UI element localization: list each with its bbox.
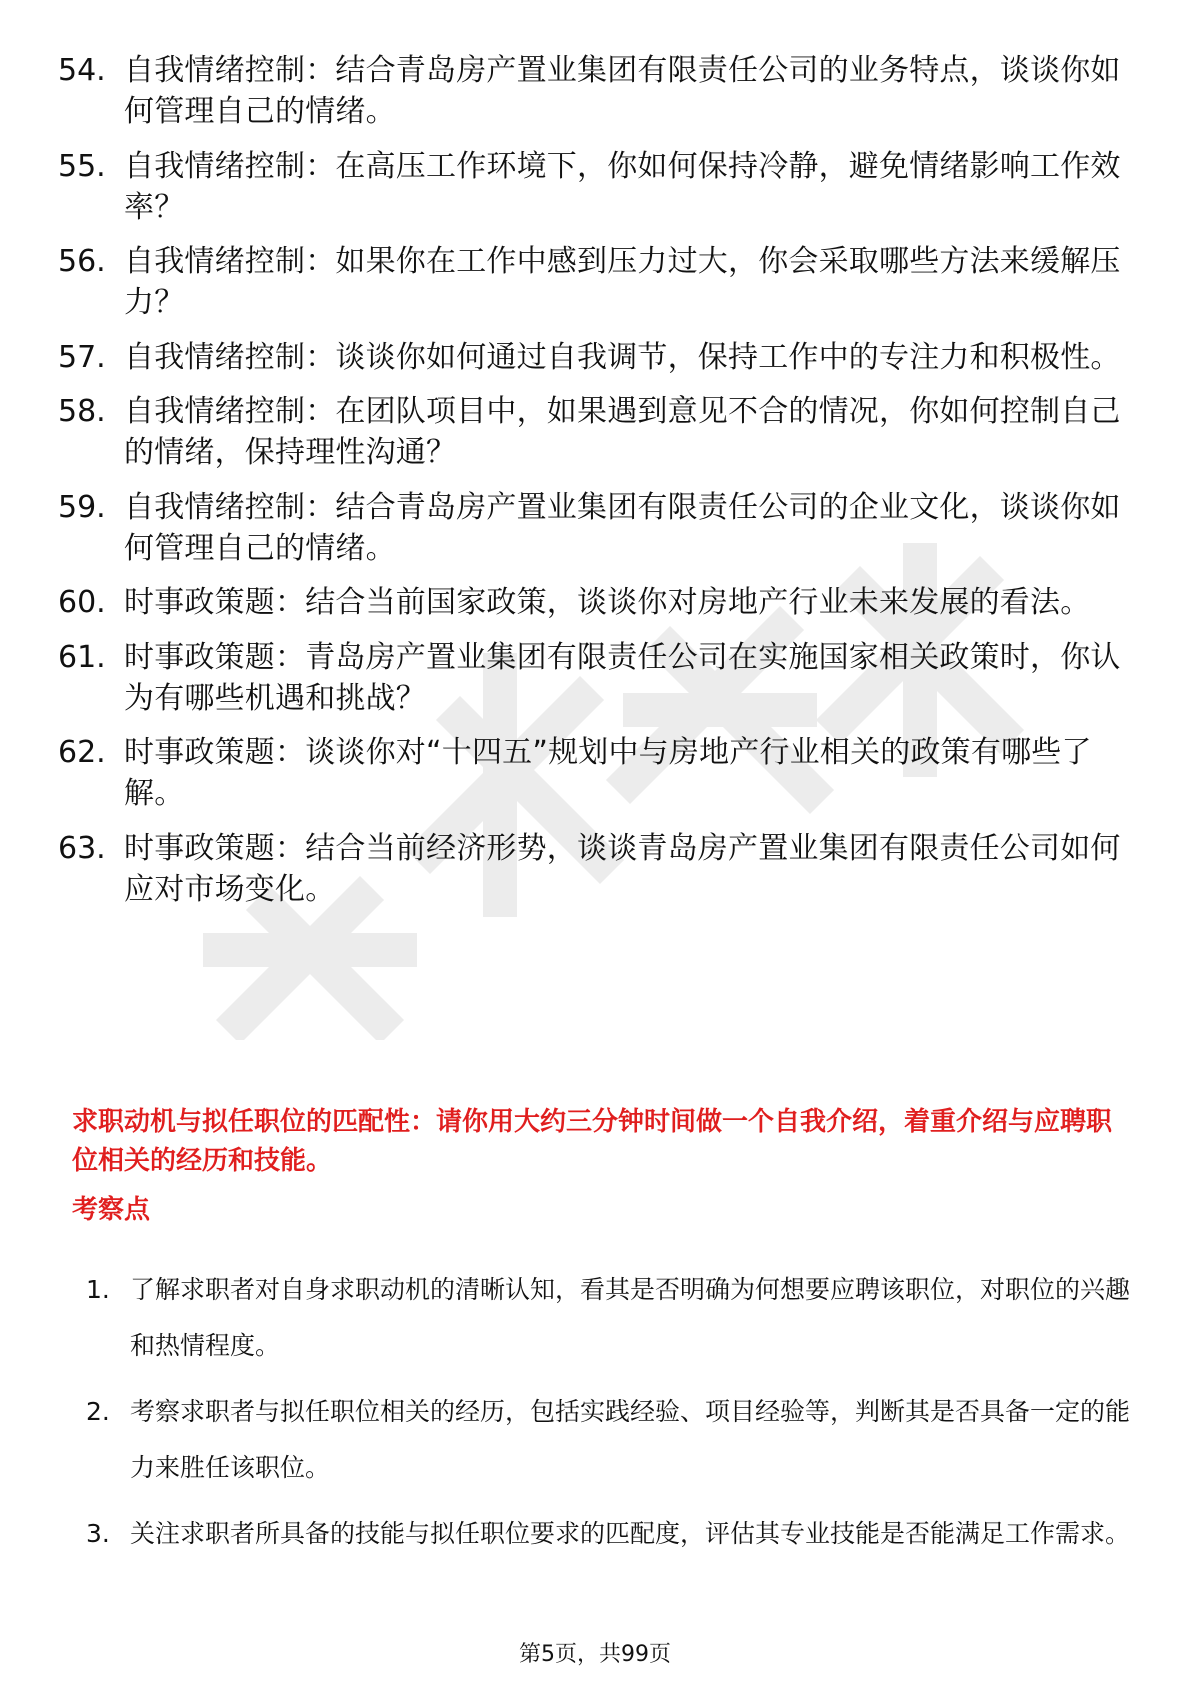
- question-item: [58, 146, 1138, 228]
- question-item: [58, 828, 1138, 910]
- question-number: 57.: [58, 339, 106, 375]
- point-text: 了解求职者对自身求职动机的清晰认知，看其是否明确为何想要应聘该职位，对职位的兴趣和热情程度。: [130, 1275, 1131, 1360]
- question-item: [58, 487, 1138, 569]
- point-text: 考察求职者与拟任职位相关的经历，包括实践经验、项目经验等，判断其是否具备一定的能力来胜任该职位。: [130, 1397, 1131, 1482]
- question-number: 56.: [58, 244, 106, 279]
- question-text: 时事政策题：谈谈你对“十四五”规划中与房地产行业相关的政策有哪些了解。: [124, 735, 1092, 811]
- page-footer: 第5页，共99页: [519, 1642, 671, 1667]
- question-number: 55.: [58, 148, 106, 184]
- question-number: 59.: [58, 489, 106, 525]
- question-item: [58, 391, 1138, 473]
- question-item: [58, 732, 1138, 814]
- evaluation-point: [86, 1384, 1132, 1496]
- question-item: [58, 337, 1138, 378]
- question-item: [58, 241, 1138, 323]
- question-text: 自我情绪控制：结合青岛房产置业集团有限责任公司的企业文化，谈谈你如何管理自己的情绪。: [124, 489, 1121, 566]
- evaluation-point: [86, 1506, 1132, 1562]
- point-number: 3.: [86, 1519, 110, 1548]
- question-item: [58, 50, 1138, 132]
- question-item: [58, 637, 1138, 719]
- section-heading: 求职动机与拟任职位的匹配性：请你用大约三分钟时间做一个自我介绍，着重介绍与应聘职位相关的经历和技能。: [72, 1107, 1113, 1176]
- question-text: 时事政策题：结合当前国家政策，谈谈你对房地产行业未来发展的看法。: [124, 585, 1091, 620]
- question-number: 62.: [58, 735, 106, 770]
- question-number: 61.: [58, 639, 106, 675]
- question-number: 60.: [58, 585, 106, 620]
- point-number: 1.: [86, 1275, 110, 1304]
- question-text: 自我情绪控制：结合青岛房产置业集团有限责任公司的业务特点，谈谈你如何管理自己的情绪。: [124, 53, 1121, 129]
- question-number: 54.: [58, 53, 106, 88]
- question-item: [58, 582, 1138, 623]
- evaluation-points-list: [86, 1262, 1132, 1572]
- point-text: 关注求职者所具备的技能与拟任职位要求的匹配度，评估其专业技能是否能满足工作需求。: [130, 1519, 1131, 1548]
- point-number: 2.: [86, 1397, 110, 1426]
- question-text: 自我情绪控制：在团队项目中，如果遇到意见不合的情况，你如何控制自己的情绪，保持理性沟通？: [124, 394, 1121, 470]
- question-text: 自我情绪控制：谈谈你如何通过自我调节，保持工作中的专注力和积极性。: [124, 339, 1121, 375]
- evaluation-point: [86, 1262, 1132, 1374]
- question-text: 时事政策题：青岛房产置业集团有限责任公司在实施国家相关政策时，你认为有哪些机遇和挑战？: [124, 639, 1121, 716]
- question-number: 63.: [58, 830, 106, 866]
- question-text: 自我情绪控制：如果你在工作中感到压力过大，你会采取哪些方法来缓解压力？: [124, 244, 1121, 320]
- question-list: [58, 50, 1138, 923]
- question-text: 时事政策题：结合当前经济形势，谈谈青岛房产置业集团有限责任公司如何应对市场变化。: [124, 830, 1121, 907]
- sub-heading: 考察点: [72, 1195, 151, 1225]
- question-text: 自我情绪控制：在高压工作环境下，你如何保持冷静，避免情绪影响工作效率？: [124, 148, 1121, 225]
- question-number: 58.: [58, 394, 106, 429]
